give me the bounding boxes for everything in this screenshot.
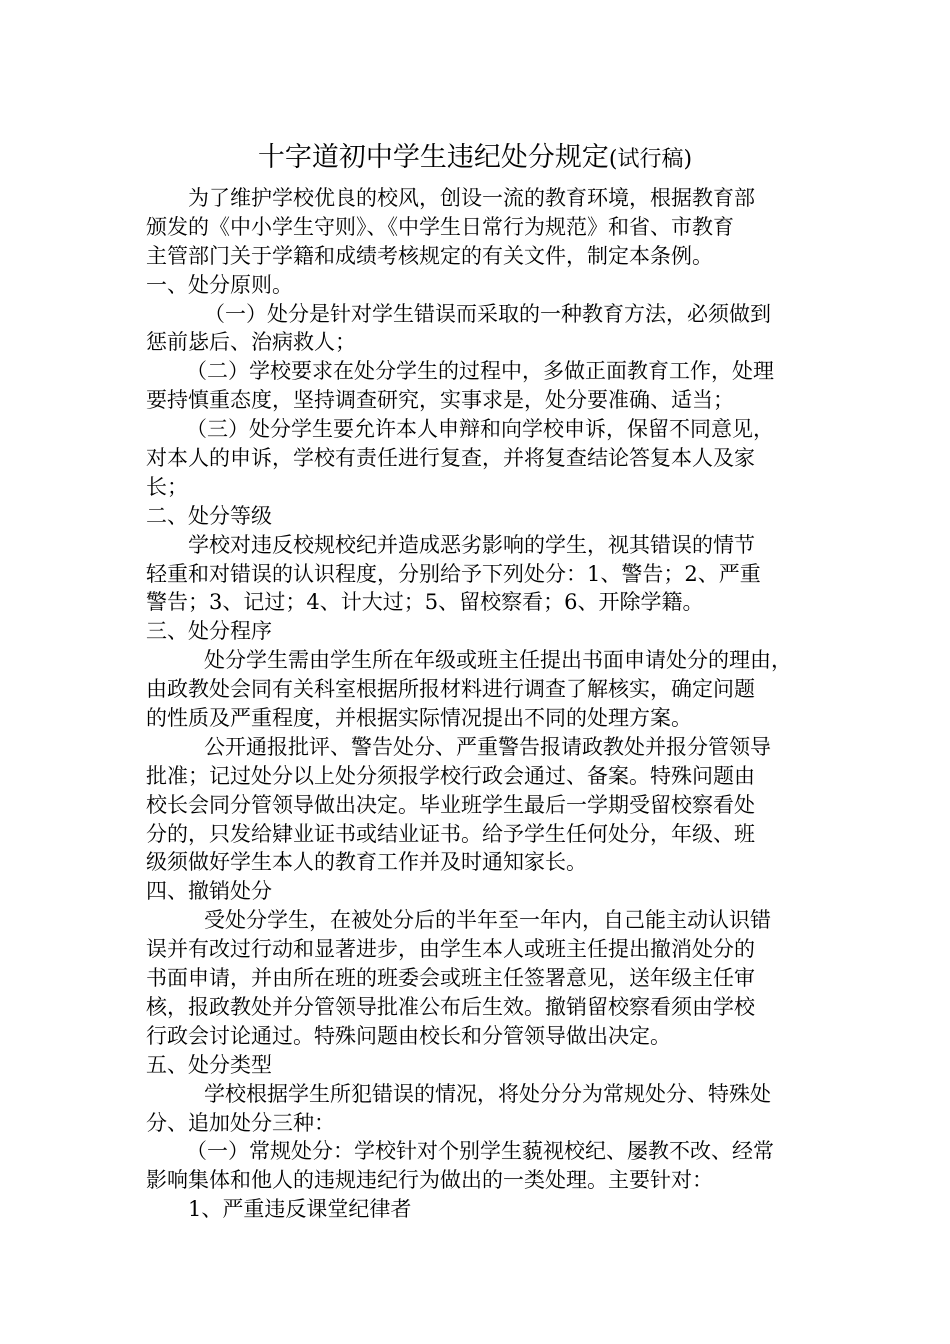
- text-line: 校长会同分管领导做出决定。毕业班学生最后一学期受留校察看处: [146, 792, 755, 817]
- text-line: 三、处分程序: [146, 619, 272, 644]
- text-line: 处分学生需由学生所在年级或班主任提出书面申请处分的理由，: [204, 648, 792, 673]
- text-line: 五、处分类型: [146, 1052, 272, 1077]
- text-line: 公开通报批评、警告处分、严重警告报请政教处并报分管领导: [204, 734, 771, 759]
- text-line: 长；: [146, 474, 188, 499]
- text-line: 误并有改过行动和显著进步，由学生本人或班主任提出撤消处分的: [146, 937, 755, 962]
- text-line: 惩前毖后、治病救人；: [146, 330, 356, 355]
- text-line: 学校对违反校规校纪并造成恶劣影响的学生，视其错误的情节: [188, 532, 755, 557]
- text-line: 一、处分原则。: [146, 272, 293, 297]
- text-line: 批准；记过处分以上处分须报学校行政会通过、备案。特殊问题由: [146, 763, 755, 788]
- text-line: 对本人的申诉，学校有责任进行复查，并将复查结论答复本人及家: [146, 446, 755, 471]
- title-suffix: (试行稿): [608, 147, 693, 172]
- text-line: 要持慎重态度，坚持调查研究，实事求是，处分要准确、适当；: [146, 388, 734, 413]
- text-line: 由政教处会同有关科室根据所报材料进行调查了解核实，确定问题: [146, 677, 755, 702]
- text-line: 分、追加处分三种：: [146, 1110, 335, 1135]
- document-body: [146, 184, 806, 1224]
- text-line: 四、撤销处分: [146, 879, 272, 904]
- text-line: 核，报政教处并分管领导批准公布后生效。撤销留校察看须由学校: [146, 994, 755, 1019]
- text-line: 行政会讨论通过。特殊问题由校长和分管领导做出决定。: [146, 1023, 671, 1048]
- title-main: 十字道初中学生违纪处分规定: [257, 142, 609, 173]
- text-line: 二、处分等级: [146, 503, 272, 528]
- text-line: 分的，只发给肄业证书或结业证书。给予学生任何处分，年级、班: [146, 821, 755, 846]
- text-line: 的性质及严重程度，并根据实际情况提出不同的处理方案。: [146, 706, 692, 731]
- text-line: 主管部门关于学籍和成绩考核规定的有关文件，制定本条例。: [146, 243, 713, 268]
- text-line: 学校根据学生所犯错误的情况，将处分分为常规处分、特殊处: [204, 1081, 771, 1106]
- text-line: （一）处分是针对学生错误而采取的一种教育方法，必须做到: [204, 301, 771, 326]
- text-line: 影响集体和他人的违规违纪行为做出的一类处理。主要针对：: [146, 1168, 713, 1193]
- text-line: 受处分学生，在被处分后的半年至一年内，自己能主动认识错: [204, 908, 771, 933]
- text-line: （二）学校要求在处分学生的过程中，多做正面教育工作，处理: [186, 359, 774, 384]
- text-line: 1、严重违反课堂纪律者: [188, 1197, 412, 1222]
- text-line: 为了维护学校优良的校风，创设一流的教育环境，根据教育部: [188, 186, 755, 210]
- text-line: 轻重和对错误的认识程度，分别给予下列处分：1、警告；2、严重: [146, 561, 761, 586]
- text-line: （一）常规处分：学校针对个别学生藐视校纪、屡教不改、经常: [186, 1139, 774, 1164]
- document-title: [0, 138, 950, 180]
- text-line: 级须做好学生本人的教育工作并及时通知家长。: [146, 850, 587, 875]
- text-line: （三）处分学生要允许本人申辩和向学校申诉，保留不同意见，: [186, 417, 774, 442]
- text-line: 警告；3、记过；4、计大过；5、留校察看；6、开除学籍。: [146, 590, 704, 615]
- text-line: 书面申请，并由所在班的班委会或班主任签署意见，送年级主任审: [146, 966, 755, 991]
- text-line: 颁发的《中小学生守则》、《中学生日常行为规范》和省、市教育: [146, 214, 734, 239]
